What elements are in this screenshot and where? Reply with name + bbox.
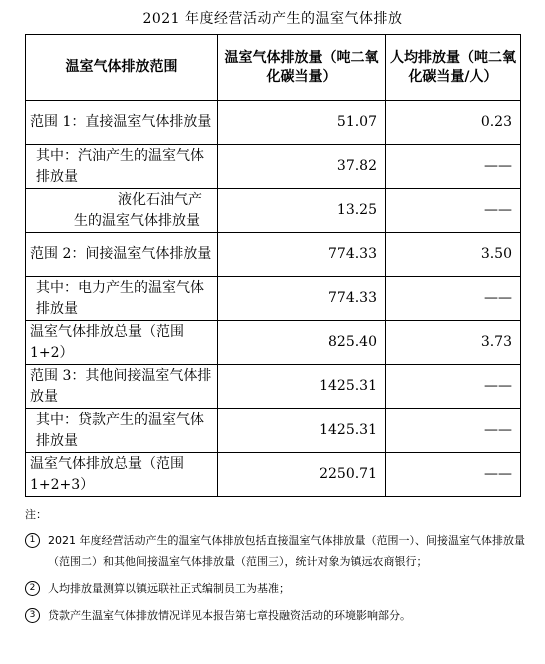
note-text: 贷款产生温室气体排放情况详见本报告第七章投融资活动的环境影响部分。 xyxy=(48,609,411,622)
circled-number-icon: 2 xyxy=(25,581,40,596)
row-per-capita: —— xyxy=(386,189,521,233)
row-per-capita: —— xyxy=(386,145,521,189)
table-row xyxy=(26,365,521,409)
table-row xyxy=(26,145,521,189)
table-row xyxy=(26,233,521,277)
header-emission: 温室气体排放量（吨二氧化碳当量） xyxy=(218,35,386,101)
header-scope: 温室气体排放范围 xyxy=(26,35,218,101)
row-label: 液化石油气产生的温室气体排放量 xyxy=(26,189,218,233)
notes-heading: 注： xyxy=(25,508,47,521)
row-per-capita: —— xyxy=(386,409,521,453)
table-row xyxy=(26,277,521,321)
row-value: 37.82 xyxy=(218,145,386,189)
note-item xyxy=(25,605,525,626)
table-row xyxy=(26,453,521,497)
row-per-capita: —— xyxy=(386,453,521,497)
row-value: 825.40 xyxy=(218,321,386,365)
row-per-capita: —— xyxy=(386,365,521,409)
row-per-capita: 0.23 xyxy=(386,101,521,145)
note-text: 2021 年度经营活动产生的温室气体排放包括直接温室气体排放量（范围一）、间接温室气体排放量（范围二）和其他间接温室气体排放量（范围三），统计对象为镇远农商银行； xyxy=(48,534,525,568)
row-label: 范围 3：其他间接温室气体排放量 xyxy=(26,365,218,409)
row-label: 范围 2：间接温室气体排放量 xyxy=(26,233,218,277)
row-label: 温室气体排放总量（范围 1+2+3） xyxy=(26,453,218,497)
row-per-capita: 3.73 xyxy=(386,321,521,365)
header-row xyxy=(26,35,521,101)
table-row xyxy=(26,321,521,365)
emissions-table xyxy=(25,34,521,497)
row-per-capita: 3.50 xyxy=(386,233,521,277)
note-text: 人均排放量测算以镇远联社正式编制员工为基准； xyxy=(48,582,290,595)
note-item xyxy=(25,530,525,572)
row-label: 范围 1：直接温室气体排放量 xyxy=(26,101,218,145)
row-value: 2250.71 xyxy=(218,453,386,497)
header-per-capita: 人均排放量（吨二氧化碳当量/人） xyxy=(386,35,521,101)
row-label: 其中：贷款产生的温室气体排放量 xyxy=(26,409,218,453)
table-row xyxy=(26,189,521,233)
circled-number-icon: 3 xyxy=(25,608,40,623)
row-label: 其中：汽油产生的温室气体排放量 xyxy=(26,145,218,189)
note-item xyxy=(25,578,525,599)
circled-number-icon: 1 xyxy=(25,533,40,548)
table-row xyxy=(26,409,521,453)
row-value: 51.07 xyxy=(218,101,386,145)
row-label: 其中：电力产生的温室气体排放量 xyxy=(26,277,218,321)
table-row xyxy=(26,101,521,145)
row-value: 1425.31 xyxy=(218,409,386,453)
row-value: 13.25 xyxy=(218,189,386,233)
row-per-capita: —— xyxy=(386,277,521,321)
table-title: 2021 年度经营活动产生的温室气体排放 xyxy=(142,11,403,27)
row-label: 温室气体排放总量（范围 1+2） xyxy=(26,321,218,365)
row-value: 774.33 xyxy=(218,233,386,277)
row-value: 1425.31 xyxy=(218,365,386,409)
row-value: 774.33 xyxy=(218,277,386,321)
notes-section xyxy=(25,506,525,632)
